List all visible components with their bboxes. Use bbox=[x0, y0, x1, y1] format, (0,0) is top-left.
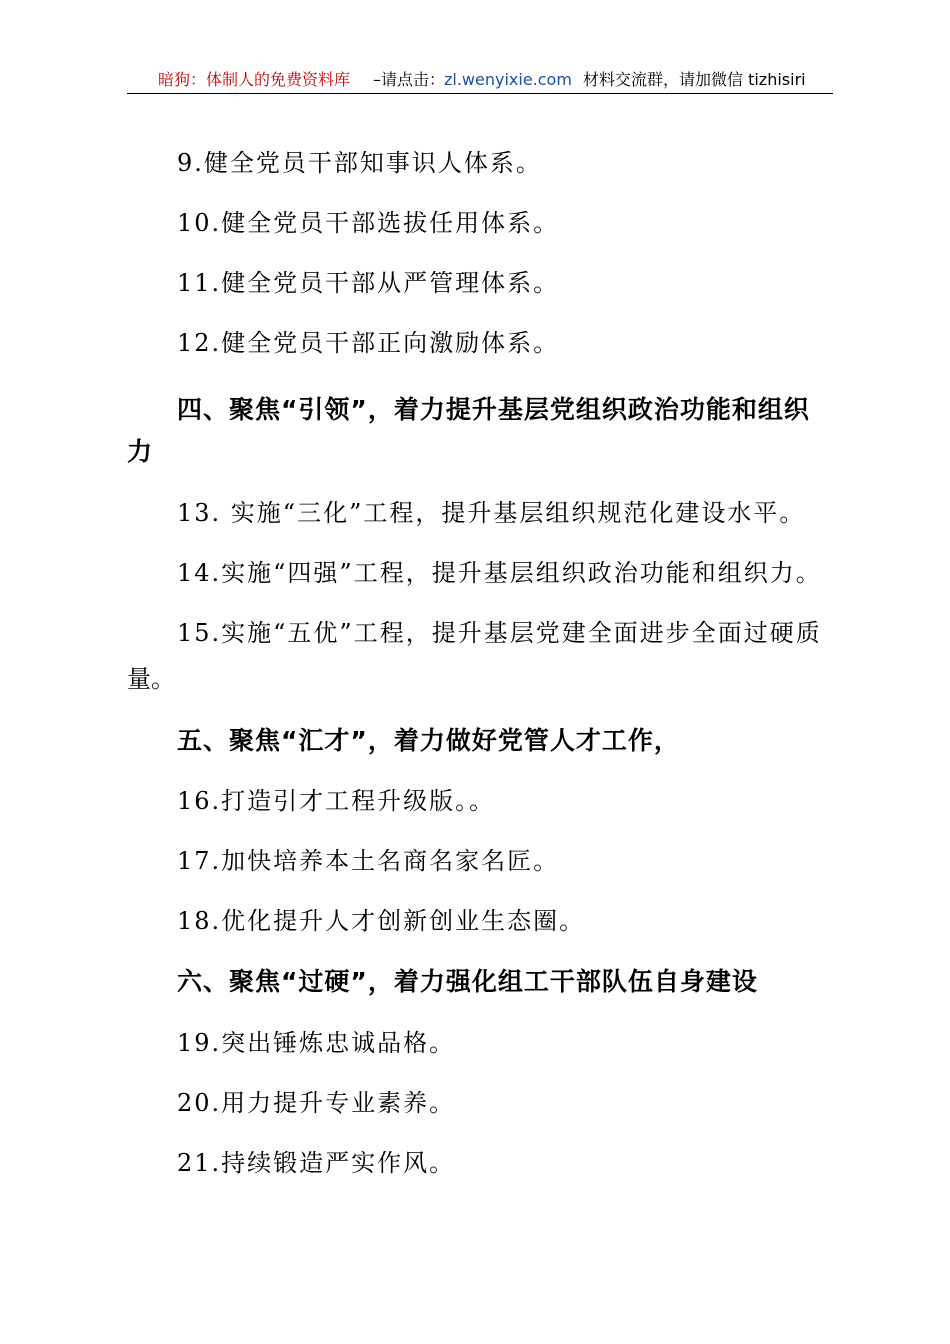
list-item-19: 19.突出锤炼忠诚品格。 bbox=[177, 1029, 456, 1057]
section-heading-6: 六、聚焦“过硬”，着力强化组工干部队伍自身建设 bbox=[177, 967, 758, 996]
list-item-16: 16.打造引才工程升级版。。 bbox=[177, 787, 496, 815]
header-click-prefix: –请点击： bbox=[373, 70, 446, 89]
list-item-20: 20.用力提升专业素养。 bbox=[177, 1089, 456, 1117]
header-group-info: 材料交流群，请加微信 tizhisiri bbox=[583, 70, 806, 89]
list-item-17: 17.加快培养本土名商名家名匠。 bbox=[177, 847, 560, 875]
list-item-13: 13. 实施“三化”工程，提升基层组织规范化建设水平。 bbox=[177, 499, 806, 527]
list-item-11: 11.健全党员干部从严管理体系。 bbox=[177, 269, 560, 297]
section-heading-5: 五、聚焦“汇才”，着力做好党管人才工作， bbox=[177, 726, 680, 755]
list-item-18: 18.优化提升人才创新创业生态圈。 bbox=[177, 907, 586, 935]
header-url-link[interactable]: zl.wenyixie.com bbox=[444, 70, 572, 89]
header-divider bbox=[127, 93, 833, 94]
section-heading-4: 四、聚焦“引领”，着力提升基层党组织政治功能和组织 bbox=[177, 395, 810, 424]
list-item-14: 14.实施“四强”工程，提升基层组织政治功能和组织力。 bbox=[177, 559, 822, 587]
list-item-9: 9.健全党员干部知事识人体系。 bbox=[177, 149, 542, 177]
list-item-21: 21.持续锻造严实作风。 bbox=[177, 1149, 456, 1177]
page-header bbox=[0, 68, 950, 92]
list-item-15-continued: 量。 bbox=[127, 665, 175, 693]
list-item-15: 15.实施“五优”工程，提升基层党建全面进步全面过硬质 bbox=[177, 619, 822, 647]
section-heading-4-continued: 力 bbox=[127, 437, 153, 466]
list-item-10: 10.健全党员干部选拔任用体系。 bbox=[177, 209, 560, 237]
list-item-12: 12.健全党员干部正向激励体系。 bbox=[177, 329, 560, 357]
header-brand: 暗狗：体制人的免费资料库 bbox=[158, 70, 351, 89]
